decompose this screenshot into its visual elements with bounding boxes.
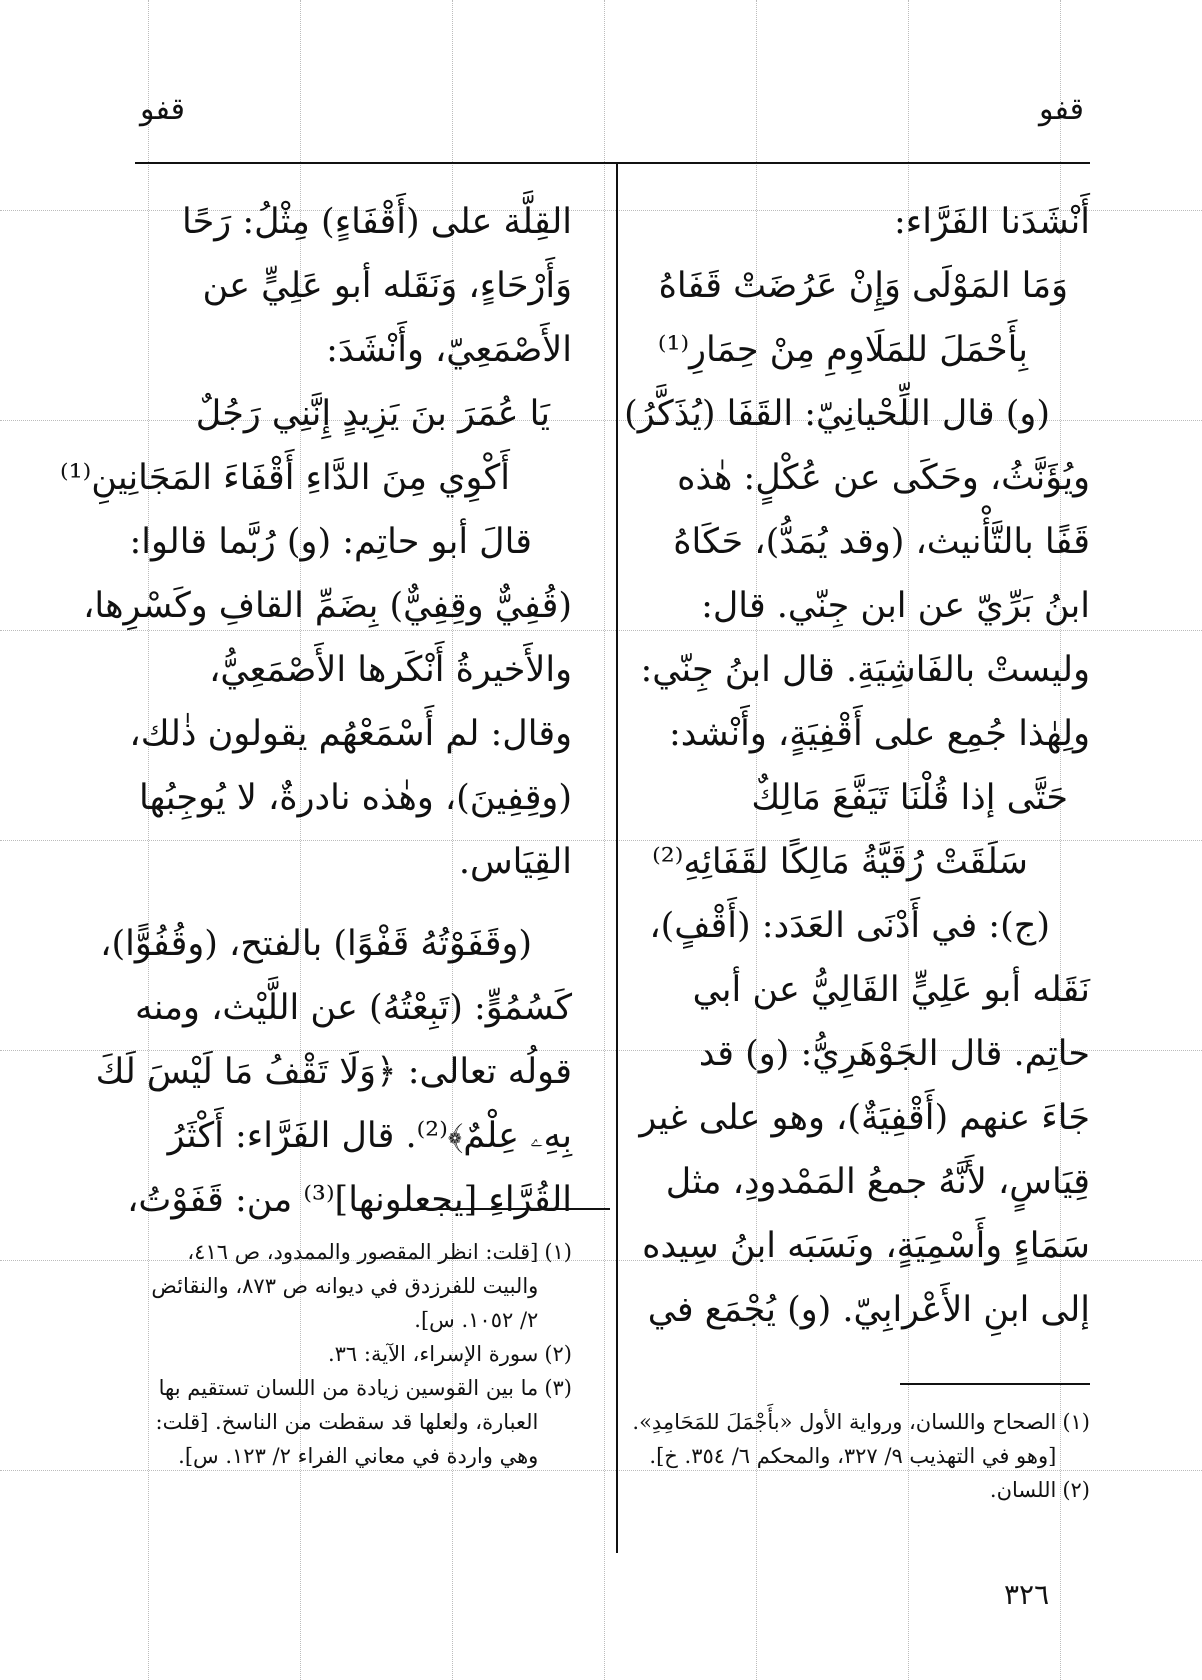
- footnote: [140, 1337, 572, 1371]
- footnote-number: (٢): [544, 1342, 572, 1366]
- text-line: القُرَّاءِ [يجعلونها]⁽³⁾ من: قَفَوْتُ،: [127, 1180, 572, 1220]
- verse-line: وَمَا المَوْلَى وَإِنْ عَرُضَتْ قَفَاهُ: [658, 266, 1068, 306]
- text-line: نَقَله أبو عَلِيٍّ القَالِيُّ عن أبي: [692, 970, 1090, 1010]
- text-line: والأَخيرةُ أَنْكَرها الأَصْمَعِيُّ،: [209, 650, 572, 690]
- text-line: (و) قال اللِّحْيانِيّ: القَفَا (يُذَكَّرُ): [624, 394, 1050, 434]
- text-line: (وقَفَوْتُهُ قَفْوًا) بالفتح، (وقُفُوًّا)،: [100, 924, 532, 964]
- text-line: وليستْ بالفَاشِيَةِ. قال ابنُ جِنّي:: [640, 650, 1090, 690]
- text-line: ولِهٰذا جُمِع على أَقْفِيَةٍ، وأَنْشد:: [669, 714, 1090, 754]
- text-line: بِهِۦ عِلْمٌ﴾⁽²⁾. قال الفَرَّاء: أَكْثَرُ: [167, 1116, 572, 1156]
- footnote-text: [قلت: انظر المقصور والممدود، ص ٤١٦، والبيت للفرزدق في ديوانه ص ٨٧٣، والنقائض ٢/ ١٠٥٢. س].: [151, 1240, 539, 1332]
- footnote: [140, 1235, 572, 1337]
- verse-line: أَكْوِي مِنَ الدَّاءِ أَقْفَاءَ المَجَانِينِ⁽¹⁾: [59, 458, 510, 498]
- footnote-number: (١): [544, 1240, 572, 1264]
- text-line: أَنْشَدَنا الفَرَّاء:: [894, 202, 1090, 242]
- right-text-column: [610, 190, 1090, 1342]
- text-line: كَسُمُوٍّ: (تَبِعْتُهُ) عن اللَّيْث، ومنه: [134, 988, 572, 1028]
- footnote-text: الصحاح واللسان، ورواية الأول «بأَجْمَلَ للمَحَامِدِ». [وهو في التهذيب ٩/ ٣٢٧، والمحكم ٦/ ٣٥٤. خ].: [632, 1410, 1057, 1468]
- footnote-number: (٣): [544, 1376, 572, 1400]
- verse-line: سَلَقَتْ رُقَيَّةُ مَالِكًا لقَفَائِهِ⁽²⁾: [652, 842, 1028, 882]
- text-line: إلى ابنِ الأَعْرابِيّ. (و) يُجْمَع في: [647, 1290, 1090, 1330]
- text-line: ابنُ بَرِّيّ عن ابن جِنّي. قال:: [701, 586, 1090, 626]
- text-line: قَفًا بالتَّأْنيث، (وقد يُمَدُّ)، حَكَاهُ: [673, 522, 1090, 562]
- text-line: (قُفِيٌّ وقِفِيٌّ) بِضَمِّ القافِ وكَسْرِها،: [83, 586, 572, 626]
- text-line: الأَصْمَعِيّ، وأَنْشَدَ:: [326, 330, 572, 370]
- text-line: سَمَاءٍ وأَسْمِيَةٍ، ونَسَبَه ابنُ سِيده: [642, 1226, 1090, 1266]
- footnote-number: (٢): [1062, 1478, 1090, 1502]
- verse-line: بِأَحْمَلَ للمَلَاوِمِ مِنْ حِمَارِ⁽¹⁾: [657, 330, 1028, 370]
- text-line: (ج): في أَدْنَى العَدَد: (أَقْفٍ)،: [649, 906, 1050, 946]
- text-line: القِيَاس.: [458, 842, 572, 882]
- verse-line: يَا عُمَرَ بنَ يَزِيدٍ إِنَّنِي رَجُلٌ: [195, 394, 550, 434]
- text-line: قولُه تعالى: ﴿وَلَا تَقْفُ مَا لَيْسَ لَكَ: [95, 1052, 572, 1092]
- running-header-right: قفو: [1038, 92, 1084, 127]
- footnote-rule-left: [400, 1208, 610, 1210]
- page-number: ٣٢٦: [1004, 1578, 1050, 1611]
- footnote: [620, 1473, 1090, 1507]
- footnotes-right-column: [620, 1405, 1090, 1507]
- running-header-left: قفو: [140, 92, 186, 127]
- text-line: قالَ أبو حاتِم: (و) رُبَّما قالوا:: [129, 522, 532, 562]
- footnote-number: (١): [1062, 1410, 1090, 1434]
- text-line: (وقِفِينَ)، وهٰذه نادرةٌ، لا يُوجِبُها: [138, 778, 572, 818]
- text-line: وَأَرْحَاءٍ، وَنَقَله أبو عَلِيٍّ عن: [202, 266, 572, 306]
- footnote: [140, 1371, 572, 1473]
- verse-line: حَتَّى إذا قُلْنَا تَيَفَّعَ مَالِكٌ: [751, 778, 1068, 818]
- text-line: ويُؤَنَّثُ، وحَكَى عن عُكْلٍ: هٰذه: [677, 458, 1090, 498]
- left-text-column: [59, 190, 572, 1232]
- text-line: قِيَاسٍ، لأَنَّهُ جمعُ المَمْدودِ، مثل: [665, 1162, 1090, 1202]
- footnote: [620, 1405, 1090, 1473]
- footnotes-left-column: [140, 1235, 572, 1473]
- paragraph-gap: [139, 894, 572, 912]
- footnote-text: اللسان.: [989, 1478, 1057, 1502]
- footnote-text: سورة الإسراء، الآية: ٣٦.: [327, 1342, 539, 1366]
- text-line: القِلَّة على (أَقْفَاءٍ) مِثْلُ: رَحًا: [182, 202, 572, 242]
- footnote-text: ما بين القوسين زيادة من اللسان تستقيم بها العبارة، ولعلها قد سقطت من الناسخ. [قلت: وهي واردة في معاني الفراء ٢/ ١٢٣. س].: [155, 1376, 539, 1468]
- text-line: وقال: لم أَسْمَعْهُم يقولون ذٰلك،: [129, 714, 572, 754]
- header-rule: [135, 162, 1090, 164]
- text-line: حاتِم. قال الجَوْهَرِيُّ: (و) قد: [698, 1034, 1090, 1074]
- footnote-rule-right: [900, 1383, 1090, 1385]
- text-line: جَاءَ عنهم (أَقْفِيَةٌ)، وهو على غير: [639, 1098, 1090, 1138]
